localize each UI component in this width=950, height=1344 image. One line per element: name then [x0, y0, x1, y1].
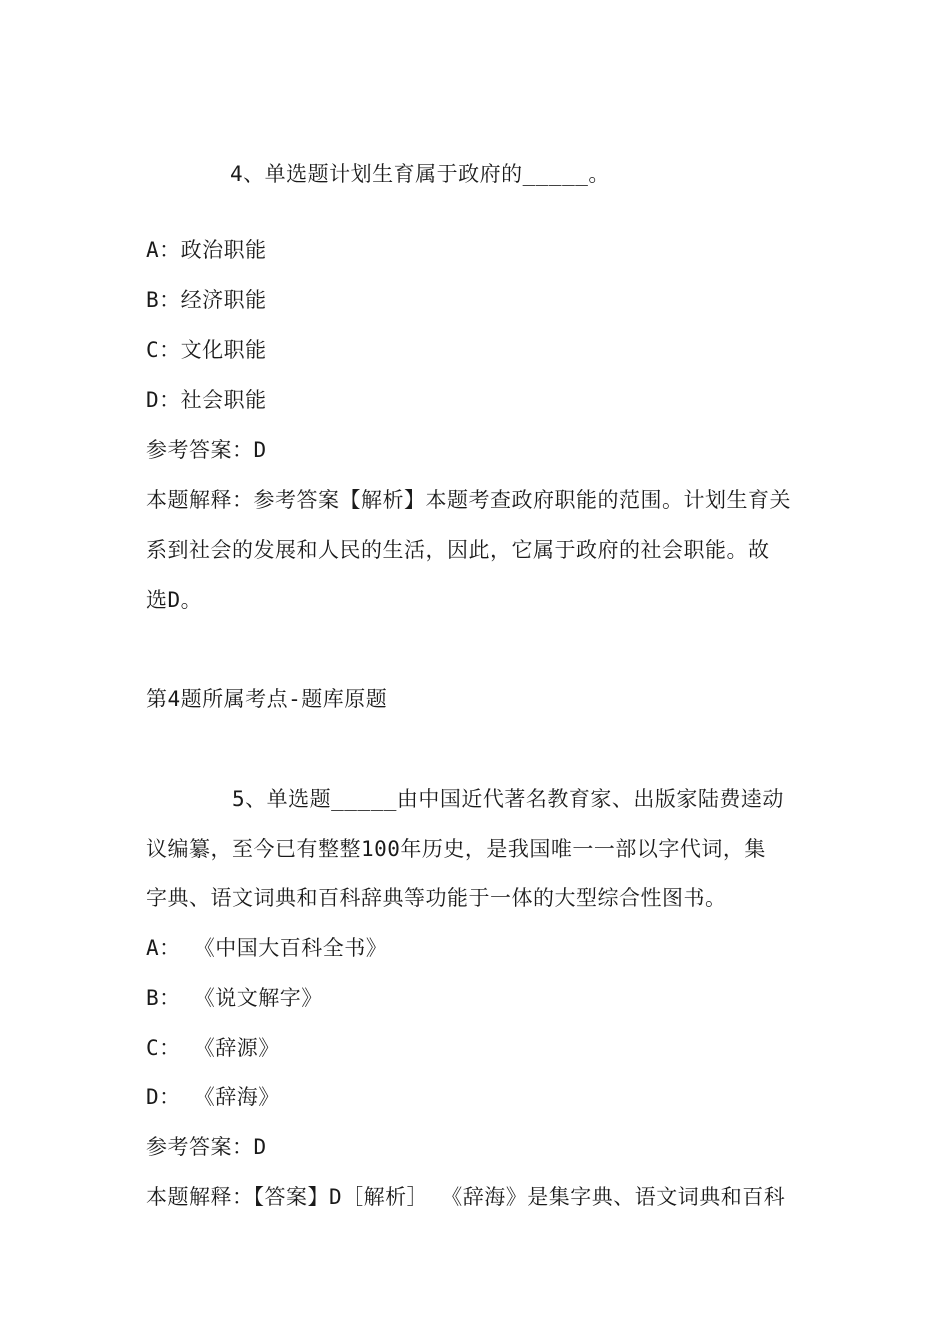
q5-option-a: A： 《中国大百科全书》 [146, 936, 388, 960]
q4-option-c: C：文化职能 [146, 338, 267, 362]
q4-option-a: A：政治职能 [146, 238, 267, 262]
q5-option-d: D： 《辞海》 [146, 1085, 280, 1109]
q4-answer: 参考答案：D [146, 438, 267, 462]
q5-question-line-2: 议编纂，至今已有整整100年历史，是我国唯一一部以字代词，集 [146, 837, 766, 861]
q5-question-line-3: 字典、语文词典和百科辞典等功能于一体的大型综合性图书。 [146, 886, 727, 910]
q4-question: 4、单选题计划生育属于政府的_____。 [230, 162, 610, 186]
q4-source: 第4题所属考点-题库原题 [146, 687, 388, 711]
q4-option-b: B：经济职能 [146, 288, 267, 312]
q5-option-b: B： 《说文解字》 [146, 986, 323, 1010]
q5-question-line-1: 5、单选题_____由中国近代著名教育家、出版家陆费逵动 [232, 787, 784, 811]
q5-explanation-line-1: 本题解释：【答案】D［解析］ 《辞海》是集字典、语文词典和百科 [146, 1185, 786, 1209]
q4-explanation-line-2: 系到社会的发展和人民的生活，因此，它属于政府的社会职能。故 [146, 538, 770, 562]
q5-option-c: C： 《辞源》 [146, 1036, 280, 1060]
q4-explanation-line-1: 本题解释：参考答案【解析】本题考查政府职能的范围。计划生育关 [146, 488, 791, 512]
q4-option-d: D：社会职能 [146, 388, 267, 412]
q5-answer: 参考答案：D [146, 1135, 267, 1159]
q4-explanation-line-3: 选D。 [146, 588, 203, 612]
